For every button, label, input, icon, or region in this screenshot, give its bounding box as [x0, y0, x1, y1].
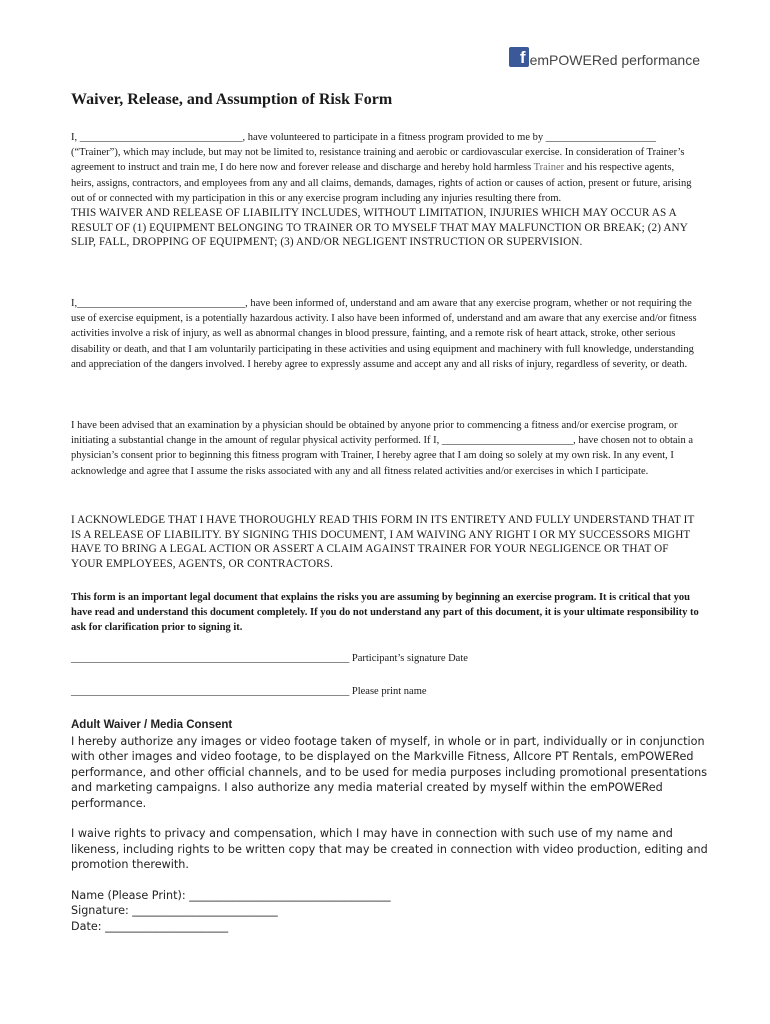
date-field[interactable]: Date: ______________________ [71, 919, 229, 933]
print-name-line[interactable]: _____________________________________________________ Please print name [71, 686, 427, 697]
release-paragraph [71, 130, 699, 206]
signature-field[interactable]: Signature: __________________________ [71, 904, 278, 917]
facebook-icon: f [509, 47, 529, 67]
form-title: Waiver, Release, and Assumption of Risk Form [71, 91, 393, 108]
consent-heading: Adult Waiver / Media Consent [71, 719, 233, 731]
participant-signature-line[interactable]: _____________________________________________________ Participant’s signature Date [71, 653, 468, 664]
trainer-highlight: Trainer [533, 162, 565, 174]
media-consent-section [71, 718, 711, 934]
brand-logo [509, 47, 700, 67]
consent-waiver: I waive rights to privacy and compensation, which I may have in connection with such use of my name and likeness, including rights to be written copy that may be created in connection with video production, editing and promotion therewith. [71, 827, 708, 871]
acknowledge-paragraph: I ACKNOWLEDGE THAT I HAVE THOROUGHLY READ THIS FORM IN ITS ENTIRETY AND FULLY UNDERSTAND THAT IT IS A RELEASE OF LIABILITY. BY SIGNING THIS DOCUMENT, I AM WAIVING ANY RIGHT I OR MY SUCCESSORS MIGHT HAVE TO BRING A LEGAL ACTION OR ASSERT A CLAIM AGAINST TRAINER FOR YOUR NEGLIGENCE OR THAT OF YOUR EMPLOYEES, AGENTS, OR CONTRACTORS. [71, 514, 695, 570]
consent-authorization: I hereby authorize any images or video footage taken of myself, in whole or in part, individually or in conjunction with other images and video footage, to be displayed on the Markville Fitness, Allcore PT Rentals, emPOWERed performance, and other official channels, and to be used for media purposes including promotional presentations and marketing campaigns. I also authorize any media material created by myself within the emPOWERed performance. [71, 734, 708, 810]
physician-paragraph: I have been advised that an examination by a physician should be obtained by anyone prior to commencing a fitness and/or exercise program, or initiating a substantial change in the amount of regular physical activity performed. If I, _________________________, have chosen not to obtain a physician’s consent prior to beginning this fitness program with Trainer, I hereby agree that I am doing so solely at my own risk. In any event, I acknowledge and agree that I assume the risks associated with any and all fitness related activities and/or exercises in which I participate. [71, 420, 693, 477]
release-section [71, 130, 699, 250]
release-text: I, _______________________________, have volunteered to participate in a fitness program provided to me by _____________________ (“Trainer”), which may include, but may not be limited to, resistance training and aerobic or cardiovascular exercise. In consideration of Trainer’s agreement to instruct and train me, I do here now and forever release and discharge and hereby hold harmless [71, 132, 685, 174]
risk-paragraph: I,________________________________, have been informed of, understand and am aware that any exercise program, whether or not requiring the use of exercise equipment, is a potentially hazardous activity. I also have been informed of, understand and am aware that any exercise and/or fitness activities involve a risk of injury, as well as abnormal changes in blood pressure, fainting, and a remote risk of heart attack, stroke, other serious disability or death, and that I am voluntarily participating in these activities and using equipment and machinery with full knowledge, understanding and appreciation of the dangers involved. I hereby agree to expressly assume and accept any and all risks of injury, regardless of severity, or death. [71, 298, 697, 370]
release-text-end: and his respective agents, heirs, assigns, contractors, and employees from any and all claims, demands, damages, rights of action or causes of action, present or future, arising out of or connected with my participation in this or any exercise program including any injuries resulting there from. [71, 162, 692, 204]
name-field[interactable]: Name (Please Print): ____________________________________ [71, 888, 391, 902]
brand-name: emPOWERed performance [529, 52, 700, 68]
liability-caps-paragraph: THIS WAIVER AND RELEASE OF LIABILITY INCLUDES, WITHOUT LIMITATION, INJURIES WHICH MAY OCCUR AS A RESULT OF (1) EQUIPMENT BELONGING TO TRAINER OR TO MYSELF THAT MAY MALFUNCTION OR BREAK; (2) ANY SLIP, FALL, DROPPING OF EQUIPMENT; (3) AND/OR NEGLIGENT INSTRUCTION OR SUPERVISION. [71, 207, 688, 249]
legal-notice: This form is an important legal document that explains the risks you are assuming by beginning an exercise program. It is critical that you have read and understand this document completely. If you do not understand any part of this document, it is your ultimate responsibility to ask for clarification prior to signing it. [71, 592, 699, 634]
